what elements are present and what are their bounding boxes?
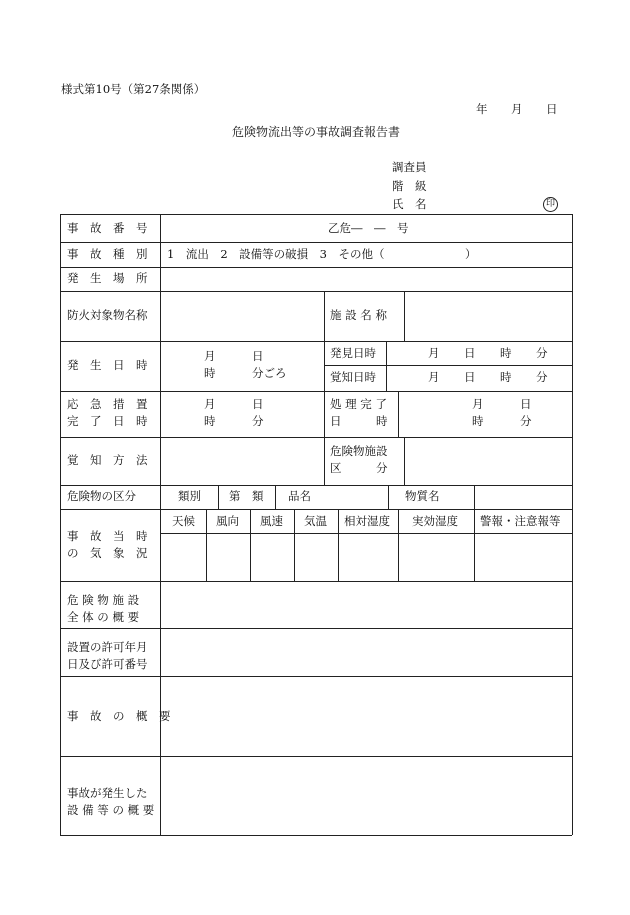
equipment-overview-label-line1: 事故が発生した: [67, 786, 148, 800]
weather-header-wind-direction: 風向: [216, 514, 239, 528]
product-name-label: 品名: [288, 489, 311, 503]
discovery-hour: 時: [500, 346, 512, 360]
emergency-month: 月: [204, 397, 216, 411]
occurrence-day: 日: [252, 349, 264, 363]
processing-day: 日: [520, 397, 532, 411]
accident-overview-label: 事 故 の 概 要: [67, 709, 171, 723]
facility-class-label-line1: 危険物施設: [330, 444, 388, 458]
facility-class-label-line2: 区 分: [330, 461, 388, 475]
emergency-day: 日: [252, 397, 264, 411]
awareness-minute: 分: [536, 370, 548, 384]
target-name-label: 防火対象物名称: [67, 308, 148, 322]
substance-name-label: 物質名: [405, 489, 440, 503]
hazard-category-label: 類別: [178, 489, 201, 503]
processing-label-line1: 処 理 完 了: [330, 397, 387, 411]
processing-hour: 時: [472, 414, 484, 428]
accident-number-value[interactable]: 乙危― ― 号: [328, 221, 409, 235]
name-label: 氏 名: [392, 197, 427, 211]
processing-minute: 分: [520, 414, 532, 428]
awareness-hour: 時: [500, 370, 512, 384]
weather-label-line1: 事 故 当 時: [67, 529, 148, 543]
weather-header-effective-humidity: 実効湿度: [412, 514, 458, 528]
accident-number-label: 事 故 番 号: [67, 221, 148, 235]
weather-header-warnings: 警報・注意報等: [480, 514, 561, 528]
processing-month: 月: [472, 397, 484, 411]
emergency-minute: 分: [252, 414, 264, 428]
rank-label: 階 級: [392, 179, 427, 193]
occurrence-month: 月: [204, 349, 216, 363]
facility-overview-label-line2: 全 体 の 概 要: [67, 610, 140, 624]
occurrence-hour: 時: [204, 366, 216, 380]
date-day-label: 日: [546, 102, 558, 116]
awareness-day: 日: [464, 370, 476, 384]
awareness-label: 覚知日時: [330, 370, 376, 384]
investigator-label: 調査員: [392, 160, 427, 174]
form-id: 様式第10号（第27条関係）: [61, 82, 206, 96]
occurrence-minute: 分ごろ: [252, 366, 287, 380]
date-month-label: 月: [511, 102, 523, 116]
discovery-minute: 分: [536, 346, 548, 360]
accident-type-options[interactable]: 1 流出 2 設備等の破損 3 その他（ ）: [167, 247, 477, 261]
notification-method-label: 覚 知 方 法: [67, 453, 148, 467]
facility-overview-label-line1: 危 険 物 施 設: [67, 593, 140, 607]
weather-header-temperature: 気温: [304, 514, 327, 528]
weather-label-line2: の 気 象 況: [67, 546, 148, 560]
emergency-hour: 時: [204, 414, 216, 428]
date-year-label: 年: [476, 102, 488, 116]
discovery-day: 日: [464, 346, 476, 360]
occurrence-label: 発 生 日 時: [67, 358, 148, 372]
seal-icon: 印: [543, 197, 558, 212]
weather-header-wind-speed: 風速: [260, 514, 283, 528]
weather-header-relative-humidity: 相対湿度: [344, 514, 390, 528]
discovery-month: 月: [428, 346, 440, 360]
processing-label-line2: 日 時: [330, 414, 388, 428]
awareness-month: 月: [428, 370, 440, 384]
location-label: 発 生 場 所: [67, 271, 148, 285]
facility-name-label: 施 設 名 称: [330, 308, 387, 322]
emergency-label-line2: 完 了 日 時: [67, 414, 148, 428]
permit-label-line2: 日及び許可番号: [67, 657, 148, 671]
document-title: 危険物流出等の事故調査報告書: [232, 125, 401, 139]
equipment-overview-label-line2: 設 備 等 の 概 要: [67, 803, 155, 817]
permit-label-line1: 設置の許可年月: [67, 640, 148, 654]
emergency-label-line1: 応 急 措 置: [67, 397, 148, 411]
discovery-label: 発見日時: [330, 346, 376, 360]
weather-header-weather: 天候: [172, 514, 195, 528]
accident-type-label: 事 故 種 別: [67, 247, 148, 261]
hazard-class-label: 危険物の区分: [67, 489, 136, 503]
hazard-number-label: 第 類: [229, 489, 264, 503]
